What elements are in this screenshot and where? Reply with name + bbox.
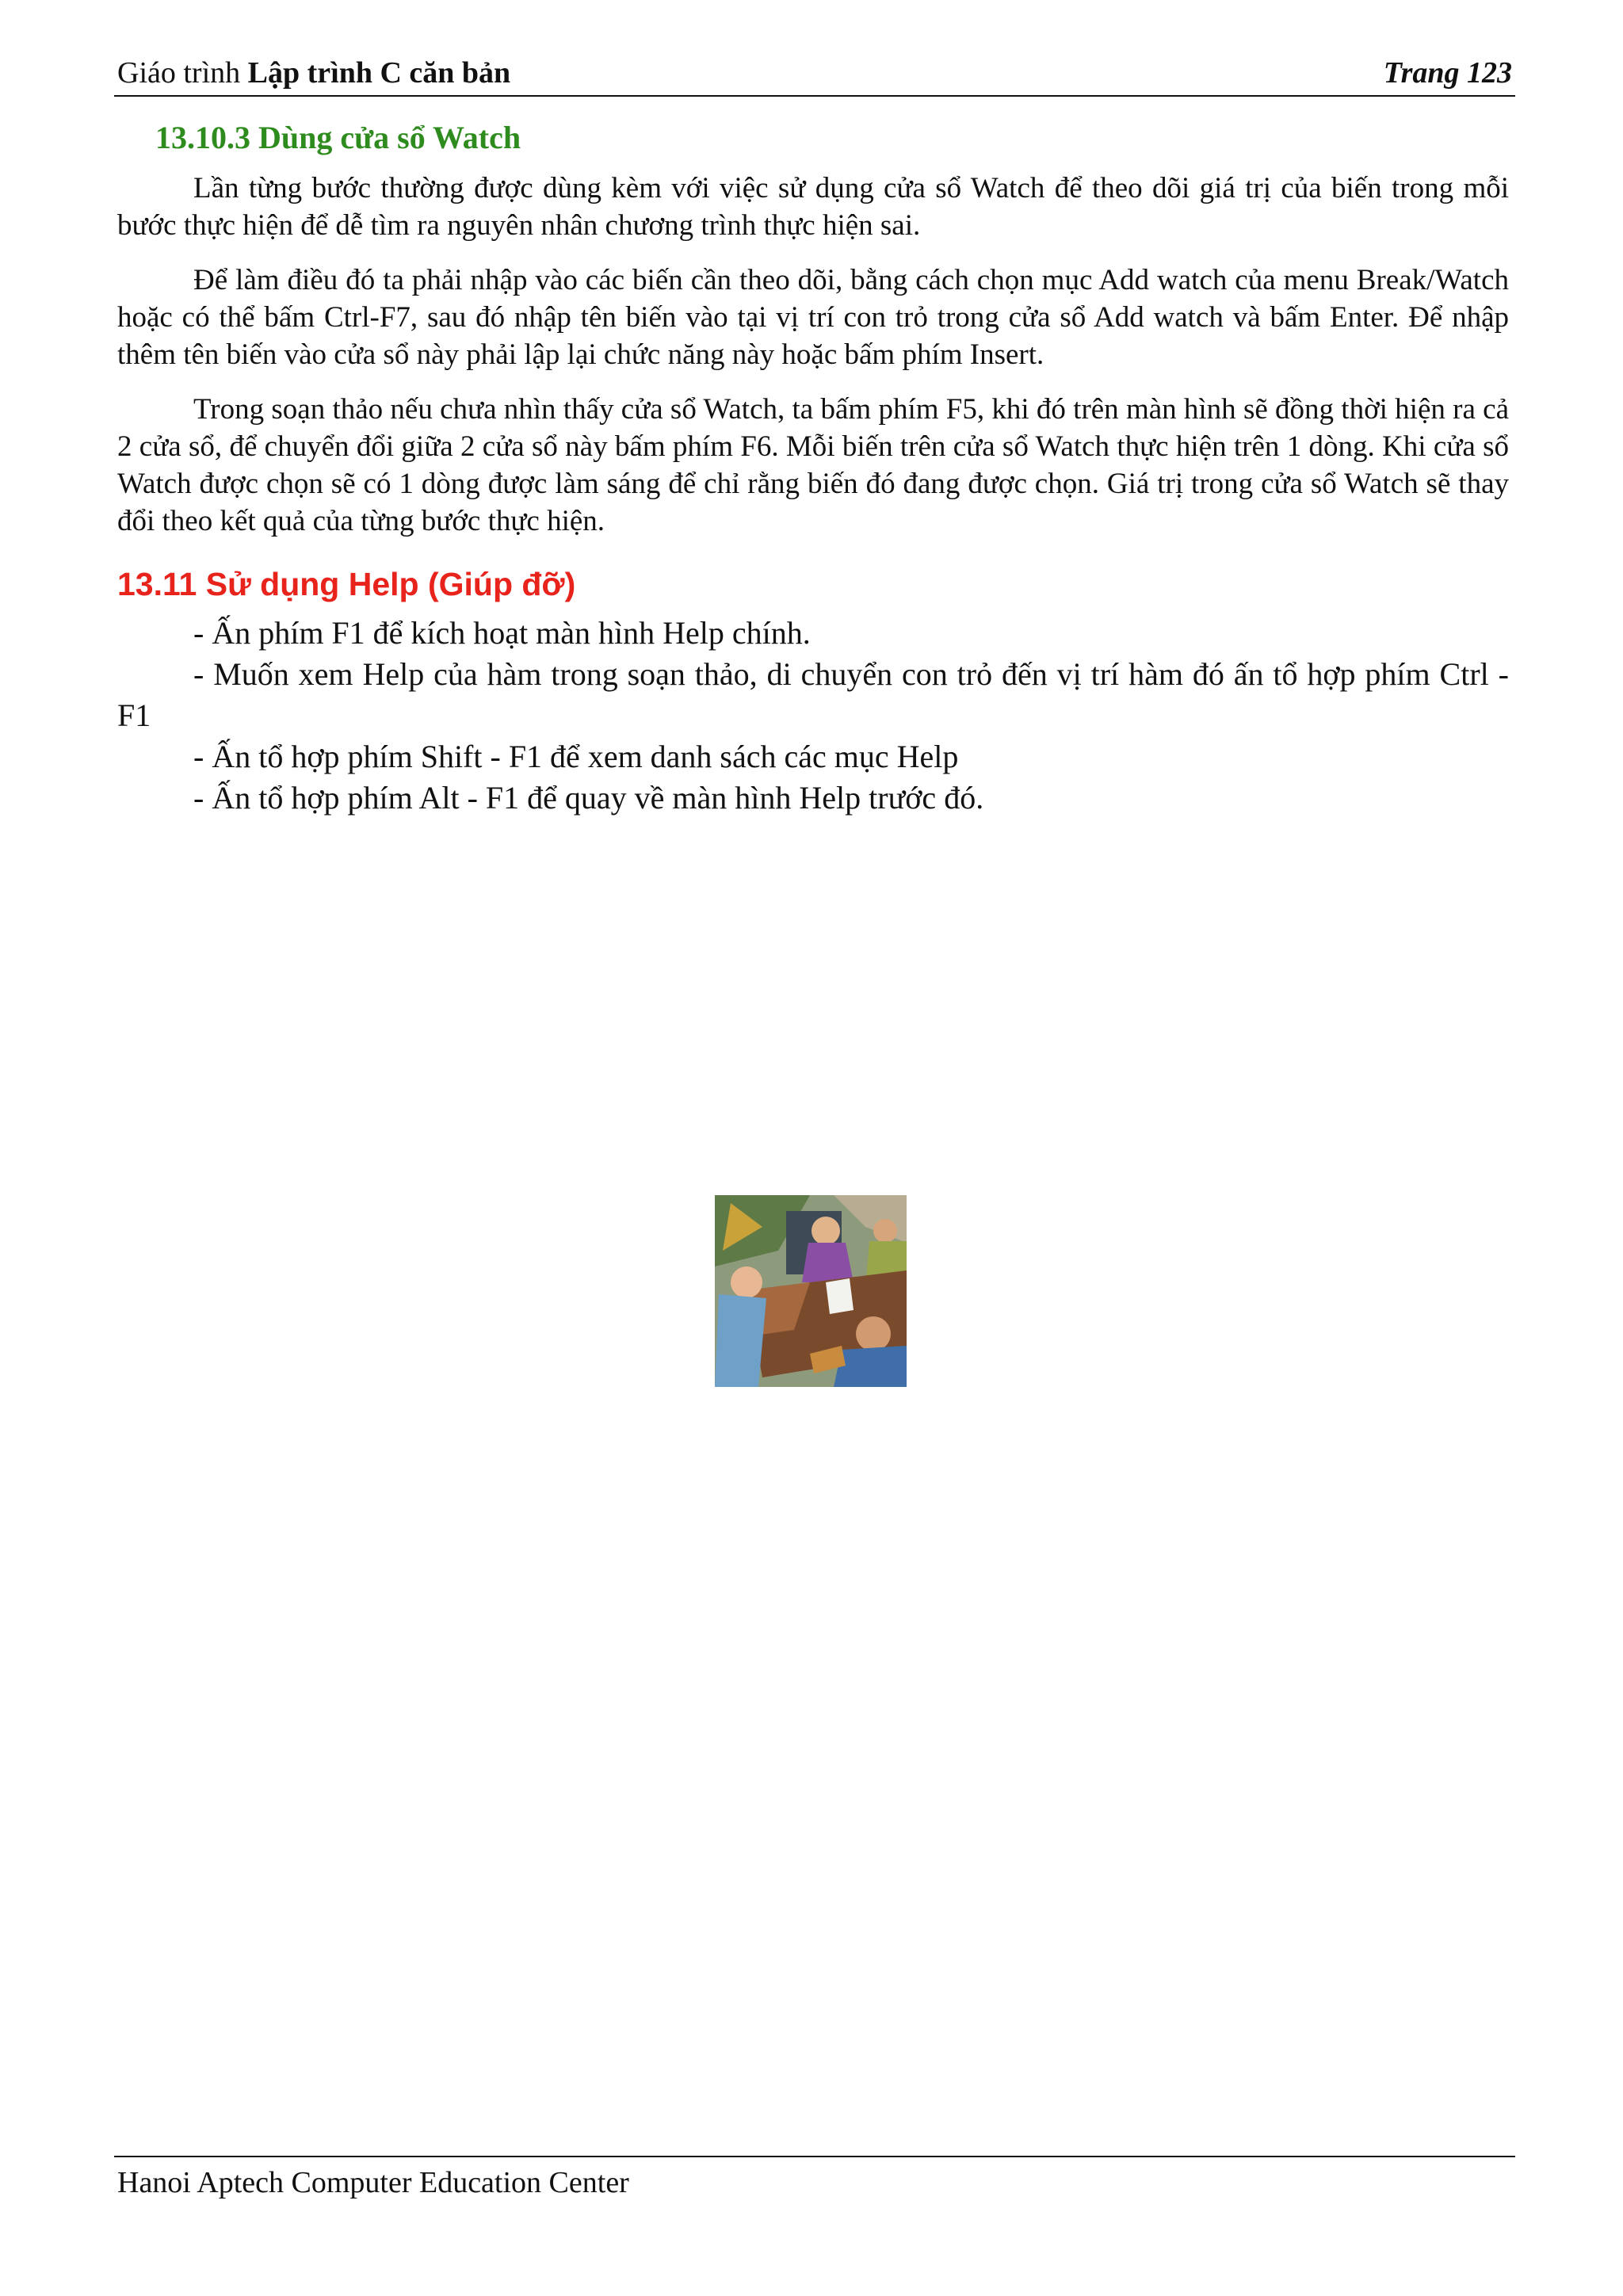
- person-torso-front: [834, 1346, 907, 1387]
- person-head-front: [856, 1316, 891, 1351]
- book-title-prefix: Giáo trình: [117, 56, 248, 90]
- person-head-top: [812, 1217, 840, 1245]
- page-content: [117, 113, 1509, 819]
- section-heading-help: 13.11 Sử dụng Help (Giúp đỡ): [117, 566, 576, 602]
- person-torso-top: [802, 1243, 854, 1282]
- subsection-heading-watch: 13.10.3 Dùng cửa sổ Watch: [155, 120, 521, 155]
- person-head-right: [873, 1219, 897, 1243]
- paragraph-watch-1: Lần từng bước thường được dùng kèm với việc sử dụng cửa sổ Watch để theo dõi giá trị của biến trong mỗi bước thực hiện để dễ tìm ra nguyên nhân chương trình thực hiện sai.: [117, 172, 1509, 242]
- meeting-illustration: [715, 1195, 907, 1387]
- help-list-item: - Ấn phím F1 để kích hoạt màn hình Help chính.: [193, 615, 811, 651]
- page-header: [117, 52, 1512, 94]
- page-footer: Hanoi Aptech Computer Education Center: [117, 2166, 629, 2199]
- help-list: [117, 613, 1509, 819]
- paper-document: [826, 1278, 854, 1314]
- paragraph-watch-2: Để làm điều đó ta phải nhập vào các biến cần theo dõi, bằng cách chọn mục Add watch của menu Break/Watch hoặc có thể bấm Ctrl-F7, sau đó nhập tên biến vào tại vị trí con trỏ trong cửa sổ Add watch và bấm Enter. Để nhập thêm tên biến vào cửa sổ này phải lập lại chức năng này hoặc bấm phím Insert.: [117, 264, 1509, 371]
- person-head-left: [731, 1266, 762, 1298]
- office-meeting-clipart: [715, 1195, 907, 1387]
- paragraph-watch-3: Trong soạn thảo nếu chưa nhìn thấy cửa sổ Watch, ta bấm phím F5, khi đó trên màn hình sẽ đồng thời hiện ra cả 2 cửa sổ, để chuyển đổi giữa 2 cửa sổ này bấm phím F6. Mỗi biến trên cửa sổ Watch thực hiện trên 1 dòng. Khi cửa sổ Watch được chọn sẽ có 1 dòng được làm sáng để chỉ rằng biến đó đang được chọn. Giá trị trong cửa sổ Watch sẽ thay đổi theo kết quả của từng bước thực hiện.: [117, 393, 1509, 537]
- help-list-item: - Ấn tổ hợp phím Alt - F1 để quay về màn hình Help trước đó.: [193, 780, 984, 816]
- help-list-item: - Muốn xem Help của hàm trong soạn thảo, di chuyển con trỏ đến vị trí hàm đó ấn tổ hợp phím Ctrl - F1: [117, 656, 1509, 733]
- footer-divider: [114, 2156, 1515, 2157]
- person-torso-left: [715, 1294, 766, 1387]
- book-title-main: Lập trình C căn bản: [247, 56, 511, 90]
- page-number: Trang 123: [1383, 56, 1512, 90]
- book-title: [117, 52, 510, 94]
- help-list-item: - Ấn tổ hợp phím Shift - F1 để xem danh sách các mục Help: [193, 739, 959, 774]
- header-divider: [114, 95, 1515, 97]
